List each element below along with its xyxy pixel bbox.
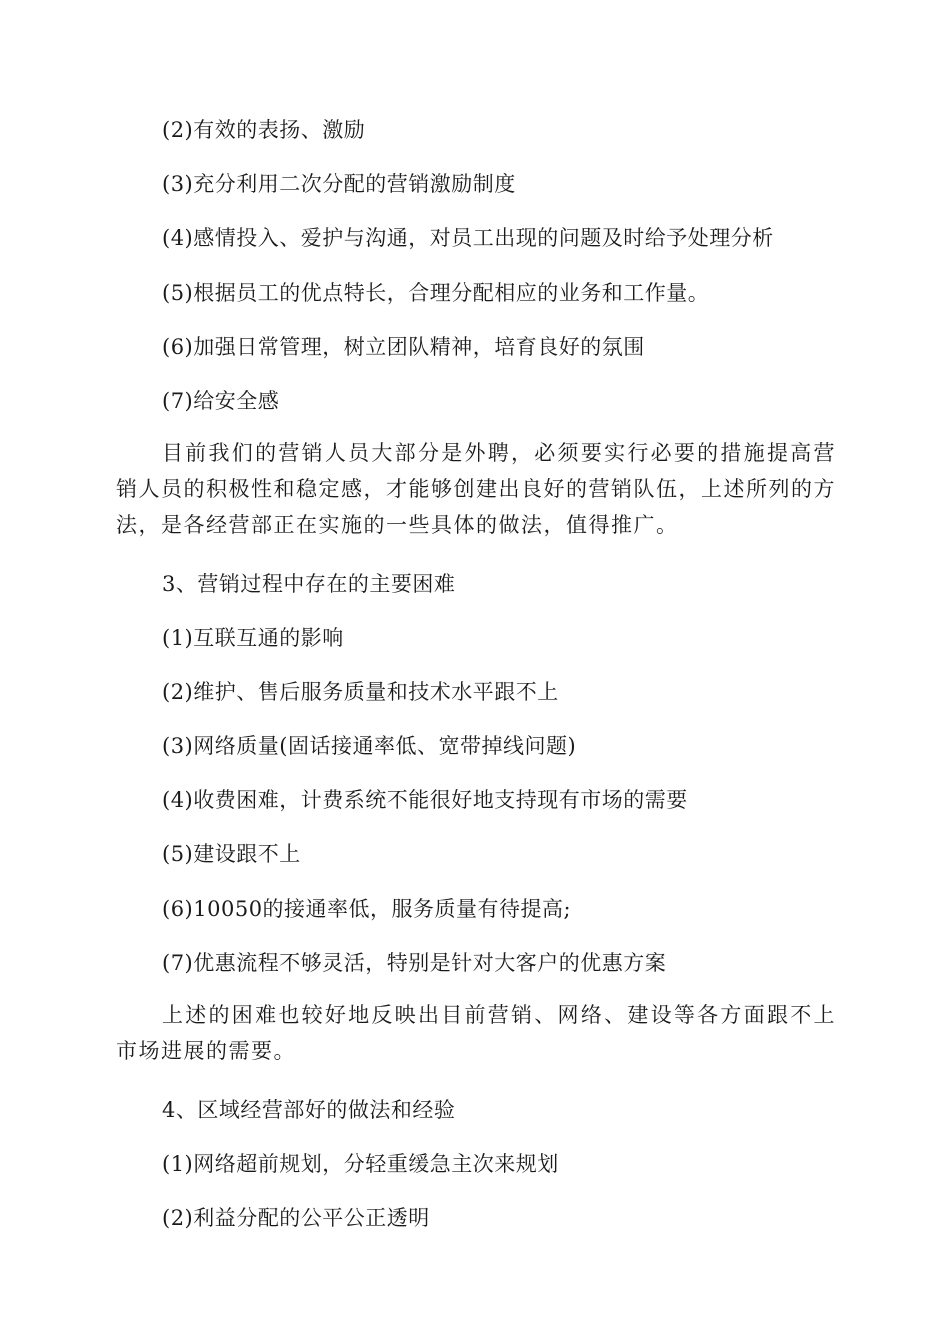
list-item: (3)网络质量(固话接通率低、宽带掉线问题) [162, 734, 577, 758]
list-item: (1)互联互通的影响 [162, 626, 344, 650]
list-item: (7)给安全感 [162, 389, 280, 413]
list-item: (4)感情投入、爱护与沟通，对员工出现的问题及时给予处理分析 [162, 226, 774, 250]
list-item: (2)维护、售后服务质量和技术水平跟不上 [162, 680, 559, 704]
list-item: (7)优惠流程不够灵活，特别是针对大客户的优惠方案 [162, 951, 667, 975]
list-item: (2)有效的表扬、激励 [162, 118, 366, 142]
list-item: (6)10050的接通率低，服务质量有待提高; [162, 897, 572, 921]
list-item: (6)加强日常管理，树立团队精神，培育良好的氛围 [162, 335, 645, 359]
section3-heading: 3、营销过程中存在的主要困难 [162, 572, 456, 596]
list-item: (5)根据员工的优点特长，合理分配相应的业务和工作量。 [162, 281, 710, 305]
section3-summary-paragraph: 上述的困难也较好地反映出目前营销、网络、建设等各方面跟不上市场进展的需要。 [116, 1003, 836, 1063]
list-item: (5)建设跟不上 [162, 842, 301, 866]
list-item: (1)网络超前规划，分轻重缓急主次来规划 [162, 1152, 559, 1176]
list-item: (3)充分利用二次分配的营销激励制度 [162, 172, 516, 196]
list-item: (4)收费困难，计费系统不能很好地支持现有市场的需要 [162, 788, 688, 812]
list-item: (2)利益分配的公平公正透明 [162, 1206, 430, 1230]
section4-heading: 4、区域经营部好的做法和经验 [162, 1098, 456, 1122]
section2-summary-paragraph: 目前我们的营销人员大部分是外聘，必须要实行必要的措施提高营销人员的积极性和稳定感，才能够创建出良好的营销队伍，上述所列的方法，是各经营部正在实施的一些具体的做法，值得推广。 [116, 441, 836, 537]
